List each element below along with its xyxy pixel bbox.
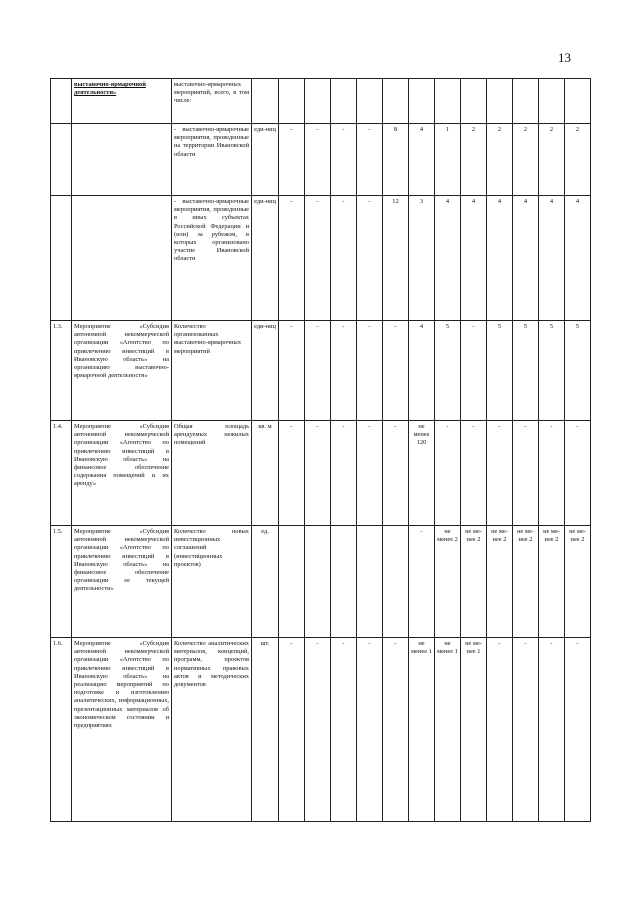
indicator-value: 2 <box>513 124 539 196</box>
indicator-value <box>279 526 305 638</box>
indicator-value: 4 <box>513 196 539 321</box>
indicator-value: 4 <box>409 124 435 196</box>
indicator-value <box>383 79 409 124</box>
indicator-value: - <box>331 638 357 822</box>
indicator-value: 2 <box>565 124 591 196</box>
indicator-value: - <box>305 196 331 321</box>
activity-description <box>72 196 172 321</box>
row-number: 1.3. <box>51 321 72 421</box>
unit-of-measure: ед. <box>252 526 279 638</box>
indicator-value: - <box>513 421 539 526</box>
indicator-value: 8 <box>383 124 409 196</box>
unit-of-measure: еди-ниц <box>252 124 279 196</box>
indicator-value: - <box>539 638 565 822</box>
indicator-value: 2 <box>461 124 487 196</box>
indicator-value: - <box>331 321 357 421</box>
indicator-value <box>435 79 461 124</box>
indicator-value: 12 <box>383 196 409 321</box>
indicator-value: - <box>305 321 331 421</box>
indicator-name: Количество новых инвестиционных соглашений (инвестиционных проектов) <box>172 526 252 638</box>
indicator-value <box>357 79 383 124</box>
indicator-value: - <box>357 196 383 321</box>
indicator-value: - <box>383 638 409 822</box>
row-number <box>51 124 72 196</box>
indicator-name: Количество аналитических материалов, концепций, программ, проектов нормативных правовых актов и методических документов <box>172 638 252 822</box>
activity-description: Мероприятие «Субсидия автономной некоммерческой организации «Агентство по привлечению инвестиций в Ивановскую область» на финансовое обеспечение организации ее текущей деятельности» <box>72 526 172 638</box>
table-row <box>51 124 591 196</box>
indicator-value: - <box>409 526 435 638</box>
indicator-value <box>513 79 539 124</box>
indicator-value: - <box>305 124 331 196</box>
indicator-value: - <box>331 196 357 321</box>
indicator-value: 4 <box>409 321 435 421</box>
indicator-value: 4 <box>539 196 565 321</box>
indicator-value: - <box>487 638 513 822</box>
indicator-value: не менее 1 <box>409 638 435 822</box>
unit-of-measure <box>252 79 279 124</box>
indicator-name: Количество организованных выставочно-ярмарочных мероприятий <box>172 321 252 421</box>
table-row <box>51 321 591 421</box>
activity-description <box>72 124 172 196</box>
indicator-value: 5 <box>487 321 513 421</box>
indicator-value: - <box>357 638 383 822</box>
indicator-value: - <box>357 421 383 526</box>
row-number: 1.5. <box>51 526 72 638</box>
indicator-value: - <box>279 638 305 822</box>
indicator-name: выставочно-ярмарочных мероприятий, всего, в том числе: <box>172 79 252 124</box>
indicator-value: 4 <box>435 196 461 321</box>
indicator-value: - <box>435 421 461 526</box>
indicator-value <box>305 79 331 124</box>
table-row <box>51 421 591 526</box>
unit-of-measure: кв. м <box>252 421 279 526</box>
unit-of-measure: еди-ниц <box>252 196 279 321</box>
indicator-value <box>279 79 305 124</box>
indicator-name: Общая площадь арендуемых нежилых помещений <box>172 421 252 526</box>
indicator-value: не ме-нее 2 <box>487 526 513 638</box>
indicator-value: - <box>487 421 513 526</box>
table-row <box>51 196 591 321</box>
activity-description: выставочно-ярмарочной деятельности» <box>72 79 172 124</box>
indicator-value <box>383 526 409 638</box>
indicator-value: 5 <box>513 321 539 421</box>
activity-description: Мероприятие «Субсидия автономной некоммерческой организации «Агентство по привлечению инвестиций в Ивановскую область» на организацию выставочно-ярмарочной деятельности» <box>72 321 172 421</box>
indicator-value: 4 <box>461 196 487 321</box>
indicator-value: 2 <box>487 124 513 196</box>
indicator-value: - <box>357 124 383 196</box>
indicator-value: - <box>565 638 591 822</box>
indicator-value: не менее 1 <box>435 638 461 822</box>
table-row <box>51 526 591 638</box>
indicator-value <box>357 526 383 638</box>
indicator-value: - <box>383 321 409 421</box>
indicator-value: не ме-нее 2 <box>565 526 591 638</box>
table-row <box>51 638 591 822</box>
unit-of-measure: шт. <box>252 638 279 822</box>
indicator-value: - <box>305 638 331 822</box>
indicator-value <box>539 79 565 124</box>
indicator-value: 4 <box>487 196 513 321</box>
indicator-value: - <box>279 421 305 526</box>
indicator-value: не ме-нее 2 <box>513 526 539 638</box>
activity-description: Мероприятие «Субсидия автономной некоммерческой организации «Агентство по привлечению инвестиций в Ивановскую область» на реализацию мероприятий по подготовке и изготовлению аналитических, информационных, презентационных материалов об экономическом состоянии и предприятиях <box>72 638 172 822</box>
indicator-value <box>565 79 591 124</box>
indicator-value: не менее 2 <box>435 526 461 638</box>
indicator-value <box>331 526 357 638</box>
indicator-value: 5 <box>565 321 591 421</box>
indicator-value: не ме-нее 2 <box>539 526 565 638</box>
indicator-value: 2 <box>539 124 565 196</box>
indicator-value: 5 <box>539 321 565 421</box>
row-number: 1.6. <box>51 638 72 822</box>
indicator-value: не менее 120 <box>409 421 435 526</box>
indicator-value: 1 <box>435 124 461 196</box>
indicator-name: - выставочно-ярмарочные мероприятия, проведенные на территории Ивановской области <box>172 124 252 196</box>
indicator-value: не ме-нее 1 <box>461 638 487 822</box>
indicator-value: 3 <box>409 196 435 321</box>
indicator-value: - <box>279 124 305 196</box>
indicator-value: - <box>331 421 357 526</box>
activity-description: Мероприятие «Субсидия автономной некоммерческой организации «Агентство по привлечению инвестиций в Ивановскую область» на финансовое обеспечение содержания помещений и их аренду» <box>72 421 172 526</box>
program-indicators-table <box>50 78 591 822</box>
page-number: 13 <box>558 50 571 65</box>
indicator-value: - <box>461 421 487 526</box>
indicator-value: - <box>539 421 565 526</box>
indicator-name: - выставочно-ярмарочные мероприятия, проведенные в иных субъектах Российской Федерации и (или) за рубежом, в которых организовано участие Ивановской области <box>172 196 252 321</box>
table-row <box>51 79 591 124</box>
indicator-value <box>487 79 513 124</box>
unit-of-measure: еди-ниц <box>252 321 279 421</box>
row-number <box>51 196 72 321</box>
indicator-value: - <box>461 321 487 421</box>
indicator-value: - <box>513 638 539 822</box>
indicator-value: не ме-нее 2 <box>461 526 487 638</box>
indicator-value: - <box>565 421 591 526</box>
row-number <box>51 79 72 124</box>
indicator-value: - <box>305 421 331 526</box>
indicator-value <box>331 79 357 124</box>
indicator-value <box>409 79 435 124</box>
indicator-value <box>461 79 487 124</box>
indicator-value: - <box>383 421 409 526</box>
indicator-value: - <box>279 196 305 321</box>
indicator-value: 5 <box>435 321 461 421</box>
indicator-value: 4 <box>565 196 591 321</box>
row-number: 1.4. <box>51 421 72 526</box>
indicator-value: - <box>279 321 305 421</box>
indicator-value: - <box>331 124 357 196</box>
indicator-value: - <box>357 321 383 421</box>
indicator-value <box>305 526 331 638</box>
